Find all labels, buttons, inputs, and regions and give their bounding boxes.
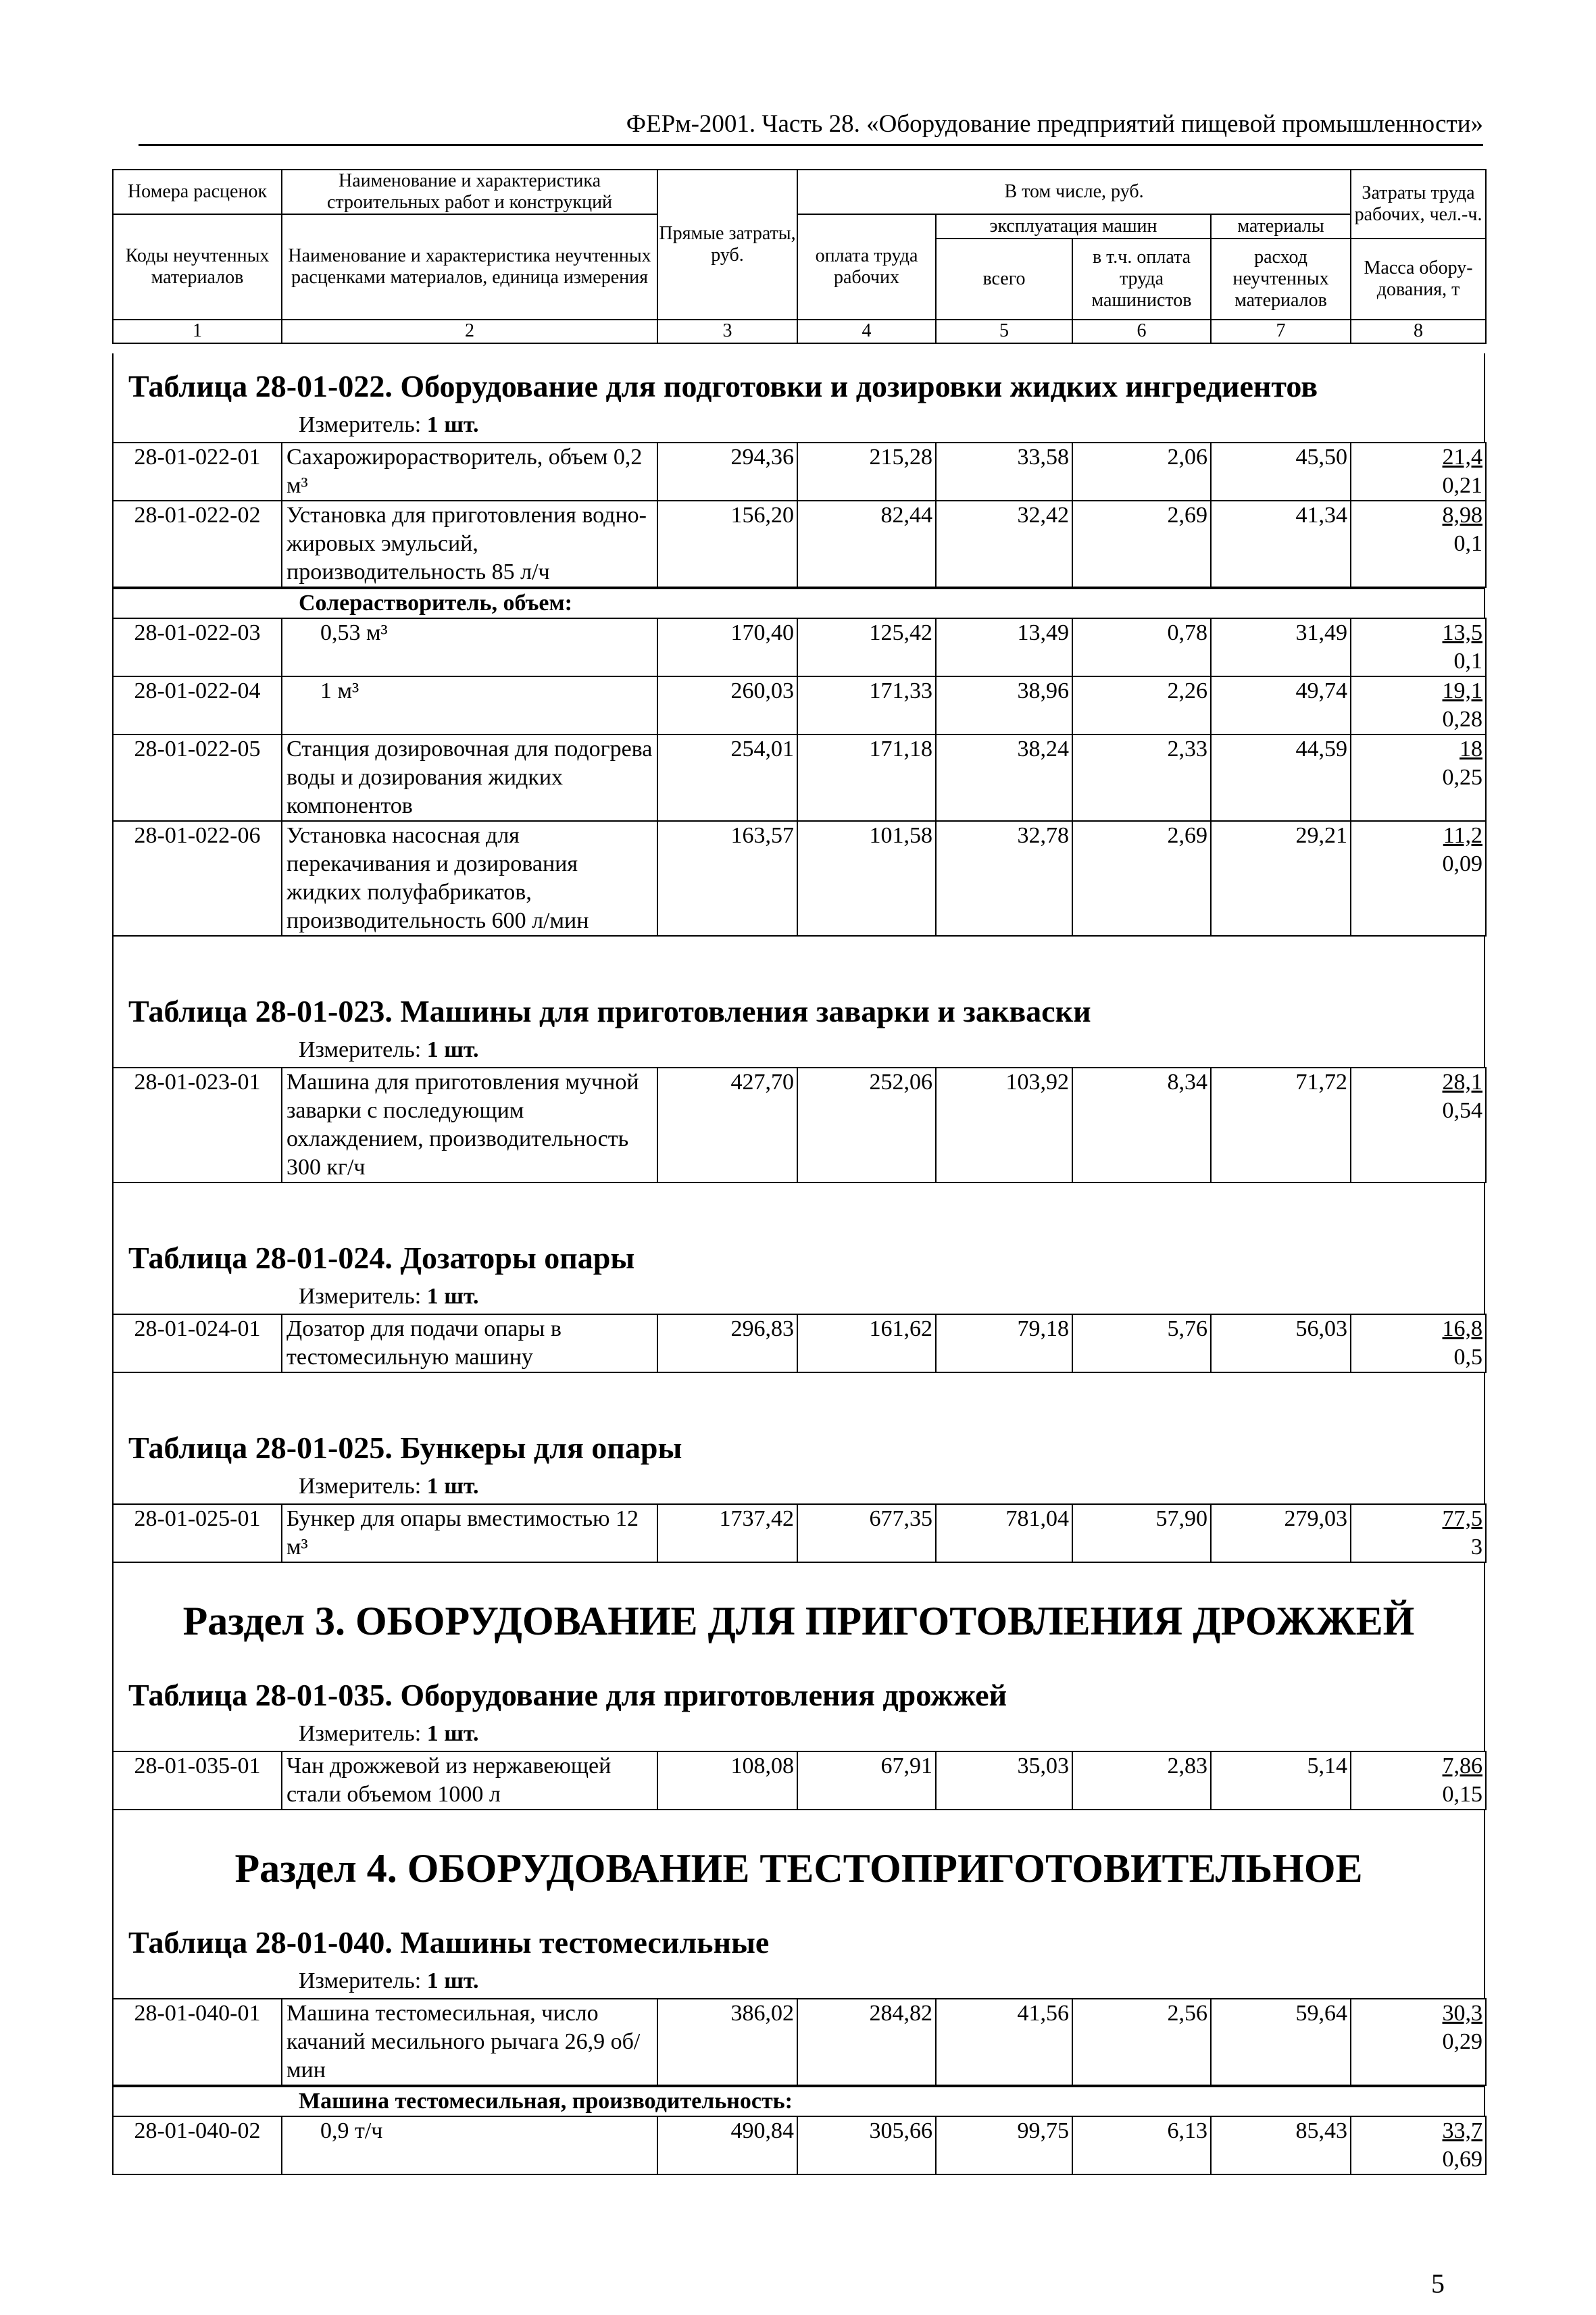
col-num: 6 [1072,320,1211,343]
col6-header: в т.ч. оплата труда машинистов [1072,239,1211,320]
cost-direct: 260,03 [657,676,797,735]
page-header: ФЕРм-2001. Часть 28. «Оборудование предприятий пищевой промышленности» [139,109,1483,146]
cost-mach-labor: 2,69 [1072,501,1211,587]
col-num: 1 [113,320,282,343]
item-name: 1 м³ [282,676,657,735]
measure-value: 1 шт. [426,1037,479,1062]
group-subheading: Солерастворитель, объем: [112,588,1485,618]
table-row [113,1314,1486,1372]
item-name: Машина тестомесильная, число качаний месильного рычага 26,9 об/мин [282,1999,657,2085]
labor-mass-cell [1351,618,1486,676]
data-table [112,2116,1487,2175]
labor-mass-cell [1351,821,1486,936]
cost-labor: 125,42 [797,618,936,676]
measure-line [112,1035,1485,1067]
measure-value: 1 шт. [426,1284,479,1309]
table-row [113,676,1486,735]
cost-labor: 67,91 [797,1751,936,1810]
col-num: 3 [657,320,797,343]
col1-top-header: Номера расценок [113,170,282,214]
col2-top-header: Наименование и характеристика строительных работ и конструкций [282,170,657,214]
labor-hours: 16,8 [1442,1316,1482,1341]
item-name: 0,53 м³ [282,618,657,676]
rate-code: 28-01-024-01 [113,1314,282,1372]
measure-line [112,1966,1485,1998]
table-title: Таблица 28-01-040. Машины тестомесильные [112,1910,1485,1966]
rate-code: 28-01-025-01 [113,1504,282,1562]
cost-mat: 31,49 [1211,618,1351,676]
cost-direct: 427,70 [657,1068,797,1183]
table-title: Таблица 28-01-023. Машины для приготовления заварки и закваски [112,978,1485,1035]
cost-direct: 294,36 [657,443,797,501]
data-table [112,1751,1487,1810]
item-name: Сахарожирорастворитель, объем 0,2 м³ [282,443,657,501]
cost-mat: 5,14 [1211,1751,1351,1810]
labor-hours: 77,5 [1442,1506,1482,1531]
cost-labor: 677,35 [797,1504,936,1562]
rate-code: 28-01-022-06 [113,821,282,936]
measure-label: Измеритель: [299,1037,422,1062]
cost-mach: 103,92 [936,1068,1072,1183]
labor-hours: 19,1 [1442,678,1482,703]
rate-code: 28-01-022-01 [113,443,282,501]
measure-label: Измеритель: [299,1721,422,1746]
cost-mach: 38,96 [936,676,1072,735]
cost-mach-labor: 2,56 [1072,1999,1211,2085]
labor-mass-cell [1351,2116,1486,2174]
cost-direct: 1737,42 [657,1504,797,1562]
measure-value: 1 шт. [426,1968,479,1993]
cost-mach: 33,58 [936,443,1072,501]
table-title: Таблица 28-01-024. Дозаторы опары [112,1225,1485,1281]
measure-label: Измеритель: [299,1968,422,1993]
col-num: 5 [936,320,1072,343]
equipment-mass: 3 [1471,1535,1482,1560]
item-name: Установка насосная для перекачивания и дозирования жидких полуфабрикатов, производительность 600 л/мин [282,821,657,936]
cost-labor: 171,33 [797,676,936,735]
cost-mach-labor: 57,90 [1072,1504,1211,1562]
labor-hours: 28,1 [1442,1070,1482,1095]
labor-mass-cell [1351,1068,1486,1183]
item-name: 0,9 т/ч [282,2116,657,2174]
cost-mach-labor: 2,26 [1072,676,1211,735]
cost-labor: 161,62 [797,1314,936,1372]
cost-mach-labor: 8,34 [1072,1068,1211,1183]
table-gap [112,937,1485,978]
table-row [113,1751,1486,1810]
labor-hours: 11,2 [1443,823,1482,848]
cost-mat: 71,72 [1211,1068,1351,1183]
cost-mach-labor: 5,76 [1072,1314,1211,1372]
cost-mat: 29,21 [1211,821,1351,936]
table-title: Таблица 28-01-022. Оборудование для подготовки и дозировки жидких ингредиентов [112,353,1485,409]
cost-direct: 386,02 [657,1999,797,2085]
labor-hours: 7,86 [1442,1753,1482,1778]
data-table [112,1314,1487,1373]
cost-labor: 82,44 [797,501,936,587]
cost-mach-labor: 2,06 [1072,443,1211,501]
labor-mass-cell [1351,676,1486,735]
col1-bottom-header: Коды неучтенных материалов [113,214,282,320]
table-title: Таблица 28-01-025. Бункеры для опары [112,1415,1485,1471]
cost-mat: 44,59 [1211,735,1351,821]
cost-mat: 279,03 [1211,1504,1351,1562]
cost-direct: 108,08 [657,1751,797,1810]
cost-labor: 305,66 [797,2116,936,2174]
table-gap [112,1373,1485,1415]
equipment-mass: 0,15 [1442,1782,1482,1807]
cost-mat: 59,64 [1211,1999,1351,2085]
cost-mat: 56,03 [1211,1314,1351,1372]
table-row [113,735,1486,821]
rate-code: 28-01-022-05 [113,735,282,821]
equipment-mass: 0,1 [1453,531,1482,556]
rate-code: 28-01-035-01 [113,1751,282,1810]
section-title: Раздел 4. ОБОРУДОВАНИЕ ТЕСТОПРИГОТОВИТЕЛЬНОЕ [112,1810,1485,1910]
table-row [113,2116,1486,2174]
cost-direct: 254,01 [657,735,797,821]
cost-mach-labor: 6,13 [1072,2116,1211,2174]
labor-hours: 33,7 [1442,2118,1482,2143]
cost-direct: 170,40 [657,618,797,676]
machines-header: эксплуатация машин [936,214,1211,239]
cost-mach-labor: 2,33 [1072,735,1211,821]
col-num: 4 [797,320,936,343]
group-header: В том числе, руб. [797,170,1351,214]
materials-header: материалы [1211,214,1351,239]
cost-mat: 41,34 [1211,501,1351,587]
measure-line [112,1718,1485,1751]
equipment-mass: 0,69 [1442,2147,1482,2172]
measure-line [112,409,1485,442]
item-name: Станция дозировочная для подогрева воды и дозирования жидких компонентов [282,735,657,821]
cost-mach: 41,56 [936,1999,1072,2085]
cost-direct: 163,57 [657,821,797,936]
labor-mass-cell [1351,735,1486,821]
cost-labor: 171,18 [797,735,936,821]
measure-line [112,1281,1485,1314]
item-name: Бункер для опары вместимостью 12 м³ [282,1504,657,1562]
table-gap [112,1183,1485,1225]
rate-code: 28-01-023-01 [113,1068,282,1183]
cost-mach: 99,75 [936,2116,1072,2174]
equipment-mass: 0,54 [1442,1098,1482,1123]
data-table [112,1503,1487,1563]
measure-line [112,1471,1485,1503]
col-num: 7 [1211,320,1351,343]
page-number: 5 [1431,2268,1445,2299]
measure-label: Измеритель: [299,412,422,437]
cost-mach-labor: 2,83 [1072,1751,1211,1810]
cost-mat: 85,43 [1211,2116,1351,2174]
col4-header: оплата труда рабочих [797,214,936,320]
cost-mat: 45,50 [1211,443,1351,501]
section-title: Раздел 3. ОБОРУДОВАНИЕ ДЛЯ ПРИГОТОВЛЕНИЯ ДРОЖЖЕЙ [112,1563,1485,1662]
cost-direct: 156,20 [657,501,797,587]
equipment-mass: 0,21 [1442,473,1482,498]
labor-mass-cell [1351,443,1486,501]
equipment-mass: 0,5 [1453,1345,1482,1370]
cost-labor: 215,28 [797,443,936,501]
cost-direct: 490,84 [657,2116,797,2174]
item-name: Установка для приготовления водно-жировых эмульсий, производительность 85 л/ч [282,501,657,587]
equipment-mass: 0,28 [1442,707,1482,732]
rate-code: 28-01-022-03 [113,618,282,676]
document-body [112,353,1485,2175]
labor-hours: 8,98 [1442,503,1482,528]
rate-code: 28-01-040-01 [113,1999,282,2085]
labor-mass-cell [1351,1999,1486,2085]
table-row [113,501,1486,587]
table-row [113,443,1486,501]
cost-labor: 284,82 [797,1999,936,2085]
measure-label: Измеритель: [299,1284,422,1309]
data-table [112,1998,1487,2086]
cost-mach: 32,78 [936,821,1072,936]
labor-hours: 13,5 [1442,620,1482,645]
col8-top-header: Затраты труда рабочих, чел.-ч. [1351,170,1486,239]
col7-header: расход неучтенных материалов [1211,239,1351,320]
cost-mach: 79,18 [936,1314,1072,1372]
rate-code: 28-01-022-04 [113,676,282,735]
item-name: Дозатор для подачи опары в тестомесильную машину [282,1314,657,1372]
col3-header: Прямые затраты, руб. [657,170,797,320]
measure-label: Измеритель: [299,1474,422,1499]
col8-bottom-header: Масса обору-дования, т [1351,239,1486,320]
cost-labor: 252,06 [797,1068,936,1183]
labor-hours: 21,4 [1442,445,1482,470]
labor-mass-cell [1351,1314,1486,1372]
column-header-table [112,169,1487,344]
cost-mach-labor: 0,78 [1072,618,1211,676]
measure-value: 1 шт. [426,412,479,437]
labor-hours: 18 [1460,737,1482,762]
cost-mach: 38,24 [936,735,1072,821]
item-name: Машина для приготовления мучной заварки с последующим охлаждением, производительность 300 кг/ч [282,1068,657,1183]
cost-direct: 296,83 [657,1314,797,1372]
labor-mass-cell [1351,501,1486,587]
labor-hours: 30,3 [1442,2001,1482,2026]
table-row [113,1504,1486,1562]
cost-mach: 781,04 [936,1504,1072,1562]
rate-code: 28-01-022-02 [113,501,282,587]
measure-value: 1 шт. [426,1474,479,1499]
table-row [113,821,1486,936]
col-num: 8 [1351,320,1486,343]
labor-mass-cell [1351,1504,1486,1562]
col5-header: всего [936,239,1072,320]
measure-value: 1 шт. [426,1721,479,1746]
cost-mach-labor: 2,69 [1072,821,1211,936]
table-title: Таблица 28-01-035. Оборудование для приготовления дрожжей [112,1662,1485,1718]
col2-bottom-header: Наименование и характеристика неучтенных расценками материалов, единица измерения [282,214,657,320]
table-row [113,1999,1486,2085]
data-table [112,442,1487,588]
table-row [113,1068,1486,1183]
equipment-mass: 0,29 [1442,2029,1482,2054]
table-row [113,618,1486,676]
equipment-mass: 0,09 [1442,851,1482,876]
equipment-mass: 0,1 [1453,649,1482,674]
cost-mach: 35,03 [936,1751,1072,1810]
cost-mach: 13,49 [936,618,1072,676]
group-subheading: Машина тестомесильная, производительность: [112,2086,1485,2116]
cost-mach: 32,42 [936,501,1072,587]
cost-labor: 101,58 [797,821,936,936]
labor-mass-cell [1351,1751,1486,1810]
data-table [112,1067,1487,1183]
rate-code: 28-01-040-02 [113,2116,282,2174]
cost-mat: 49,74 [1211,676,1351,735]
col-num: 2 [282,320,657,343]
item-name: Чан дрожжевой из нержавеющей стали объемом 1000 л [282,1751,657,1810]
equipment-mass: 0,25 [1442,765,1482,790]
data-table [112,618,1487,937]
